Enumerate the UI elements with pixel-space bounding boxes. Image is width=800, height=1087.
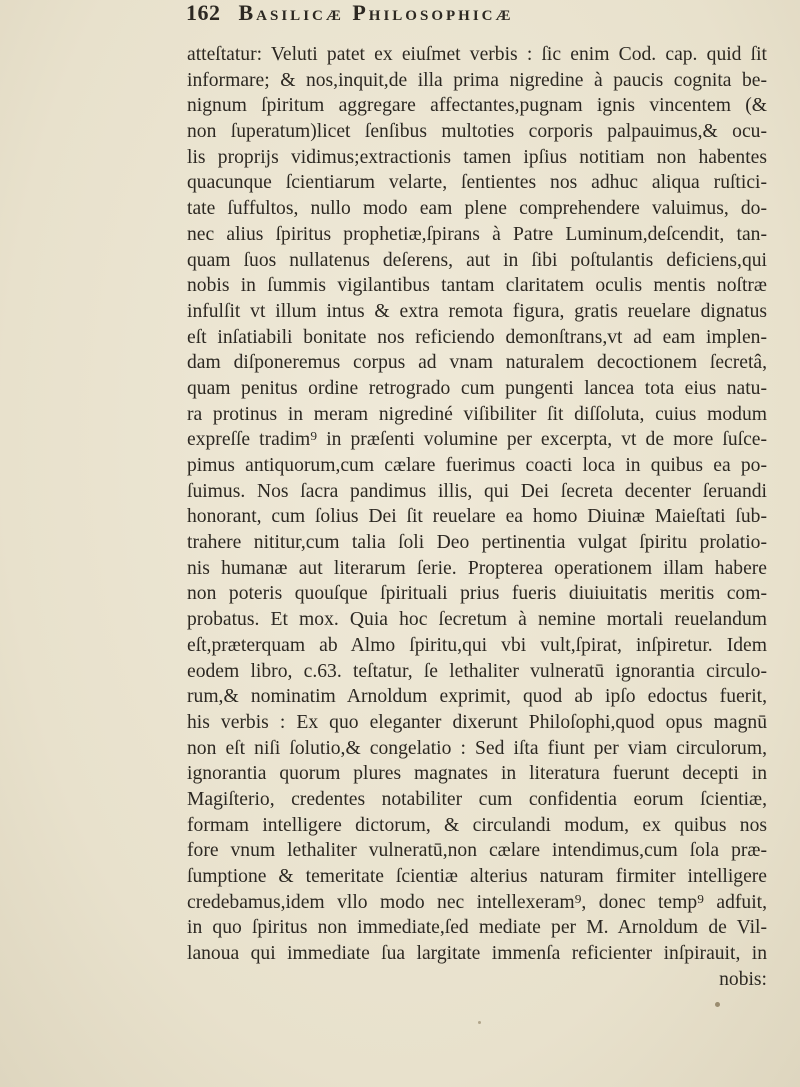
text-line: probatus. Et mox. Quia hoc ſecretum à nemine mortali reuelandum: [187, 609, 767, 631]
text-line: eodem libro, c.63. teſtatur, ſe lethaliter vulneratū ignorantia circulo-: [187, 660, 767, 682]
catchword: nobis:: [719, 968, 767, 990]
text-line: non poteris quouſque ſpirituali prius fueris diuiuitatis meritis com-: [187, 583, 767, 605]
text-line: in quo ſpiritus non immediate,ſed mediate per M. Arnoldum de Vil-: [187, 917, 767, 939]
text-line: nobis in ſummis vigilantibus tantam claritatem oculis mentis noſtræ: [187, 275, 767, 297]
text-line: trahere nititur,cum talia ſoli Deo pertinentia vulgat ſpiritu prolatio-: [187, 532, 767, 554]
text-line: infulſit vt illum intus & extra remota figura, gratis reuelare dignatus: [187, 300, 767, 322]
text-line: ra protinus in meram nigrediné viſibiliter ſit diſſoluta, cuius modum: [187, 403, 767, 425]
text-line: informare; & nos,inquit,de illa prima nigredine à paucis cognita be-: [187, 69, 767, 91]
text-line: expreſſe tradim⁹ in præſenti volumine per excerpta, vt de more ſuſce-: [187, 429, 767, 451]
body-text: [187, 42, 767, 992]
text-line: honorant, cum ſolius Dei ſit reuelare ea homo Diuinæ Maieſtati ſub-: [187, 506, 767, 528]
text-line: nis humanæ aut literarum ſerie. Propterea operationem illam habere: [187, 557, 767, 579]
text-line: ſuimus. Nos ſacra pandimus illis, qui Dei ſecreta decenter ſeruandi: [187, 480, 767, 502]
text-line: nec alius ſpiritus prophetiæ,ſpirans à Patre Luminum,deſcendit, tan-: [187, 223, 767, 245]
ink-speck: [478, 1021, 481, 1024]
text-line: ſumptione & temeritate ſcientiæ alterius naturam firmiter intelligere: [187, 866, 767, 887]
ink-speck: [715, 1002, 720, 1007]
text-line: eſt,præterquam ab Almo ſpiritu,qui vbi vult,ſpirat, inſpiretur. Idem: [187, 634, 767, 656]
page-number: 162: [186, 0, 221, 25]
text-line: non ſuperatum)licet ſenſibus multoties corporis palpauimus,& ocu-: [187, 121, 767, 143]
text-line: lanoua qui immediate ſua largitate immenſa reficienter inſpirauit, in: [187, 943, 767, 965]
text-line: dam diſponeremus corpus ad vnam naturalem decoctionem ſecretâ,: [187, 352, 767, 374]
text-line: lis proprijs vidimus;extractionis tamen ipſius notitiam non habentes: [187, 146, 767, 168]
text-line: rum,& nominatim Arnoldum exprimit, quod ab ipſo edoctus fuerit,: [187, 686, 767, 708]
text-line: tate ſuffultos, nullo modo eam plene comprehendere valuimus, do-: [187, 198, 767, 220]
text-line: Magiſterio, credentes notabiliter cum confidentia eorum ſcientiæ,: [187, 788, 767, 810]
text-line: quam ſuos nullatenus deſerens, aut in ſibi poſtulantis deficiens,qui: [187, 249, 767, 271]
text-line: pimus antiquorum,cum cælare fuerimus coacti loca in quibus ea po-: [187, 455, 767, 476]
text-line: quam penitus ordine retrogrado cum pungenti lancea tota eius natu-: [187, 377, 767, 399]
running-title: Basilicæ Philosophicæ: [238, 0, 514, 25]
text-line: quacunque ſcientiarum velarte, ſentientes nos adhuc aliqua ruſtici-: [187, 172, 767, 194]
text-line: his verbis : Ex quo eleganter dixerunt Philoſophi,quod opus magnū: [187, 711, 767, 733]
text-line: formam intelligere dictorum, & circulandi modum, ex quibus nos: [187, 814, 767, 836]
text-line: non eſt niſi ſolutio,& congelatio : Sed iſta fiunt per viam circulorum,: [187, 737, 767, 759]
page-header: [186, 0, 514, 36]
text-line: nignum ſpiritum aggregare affectantes,pugnam ignis vincentem (&: [187, 95, 767, 117]
text-line: ignorantia quorum plures magnates in literatura fuerunt decepti in: [187, 763, 767, 785]
text-line: fore vnum lethaliter vulneratū,non cælare intendimus,cum ſola præ-: [187, 840, 767, 862]
text-line: credebamus,idem vllo modo nec intellexeram⁹, donec temp⁹ adfuit,: [187, 891, 767, 913]
text-line: eſt inſatiabili bonitate nos reficiendo demonſtrans,vt ad eam implen-: [187, 326, 767, 348]
text-line: atteſtatur: Veluti patet ex eiuſmet verbis : ſic enim Cod. cap. quid ſit: [187, 44, 767, 65]
